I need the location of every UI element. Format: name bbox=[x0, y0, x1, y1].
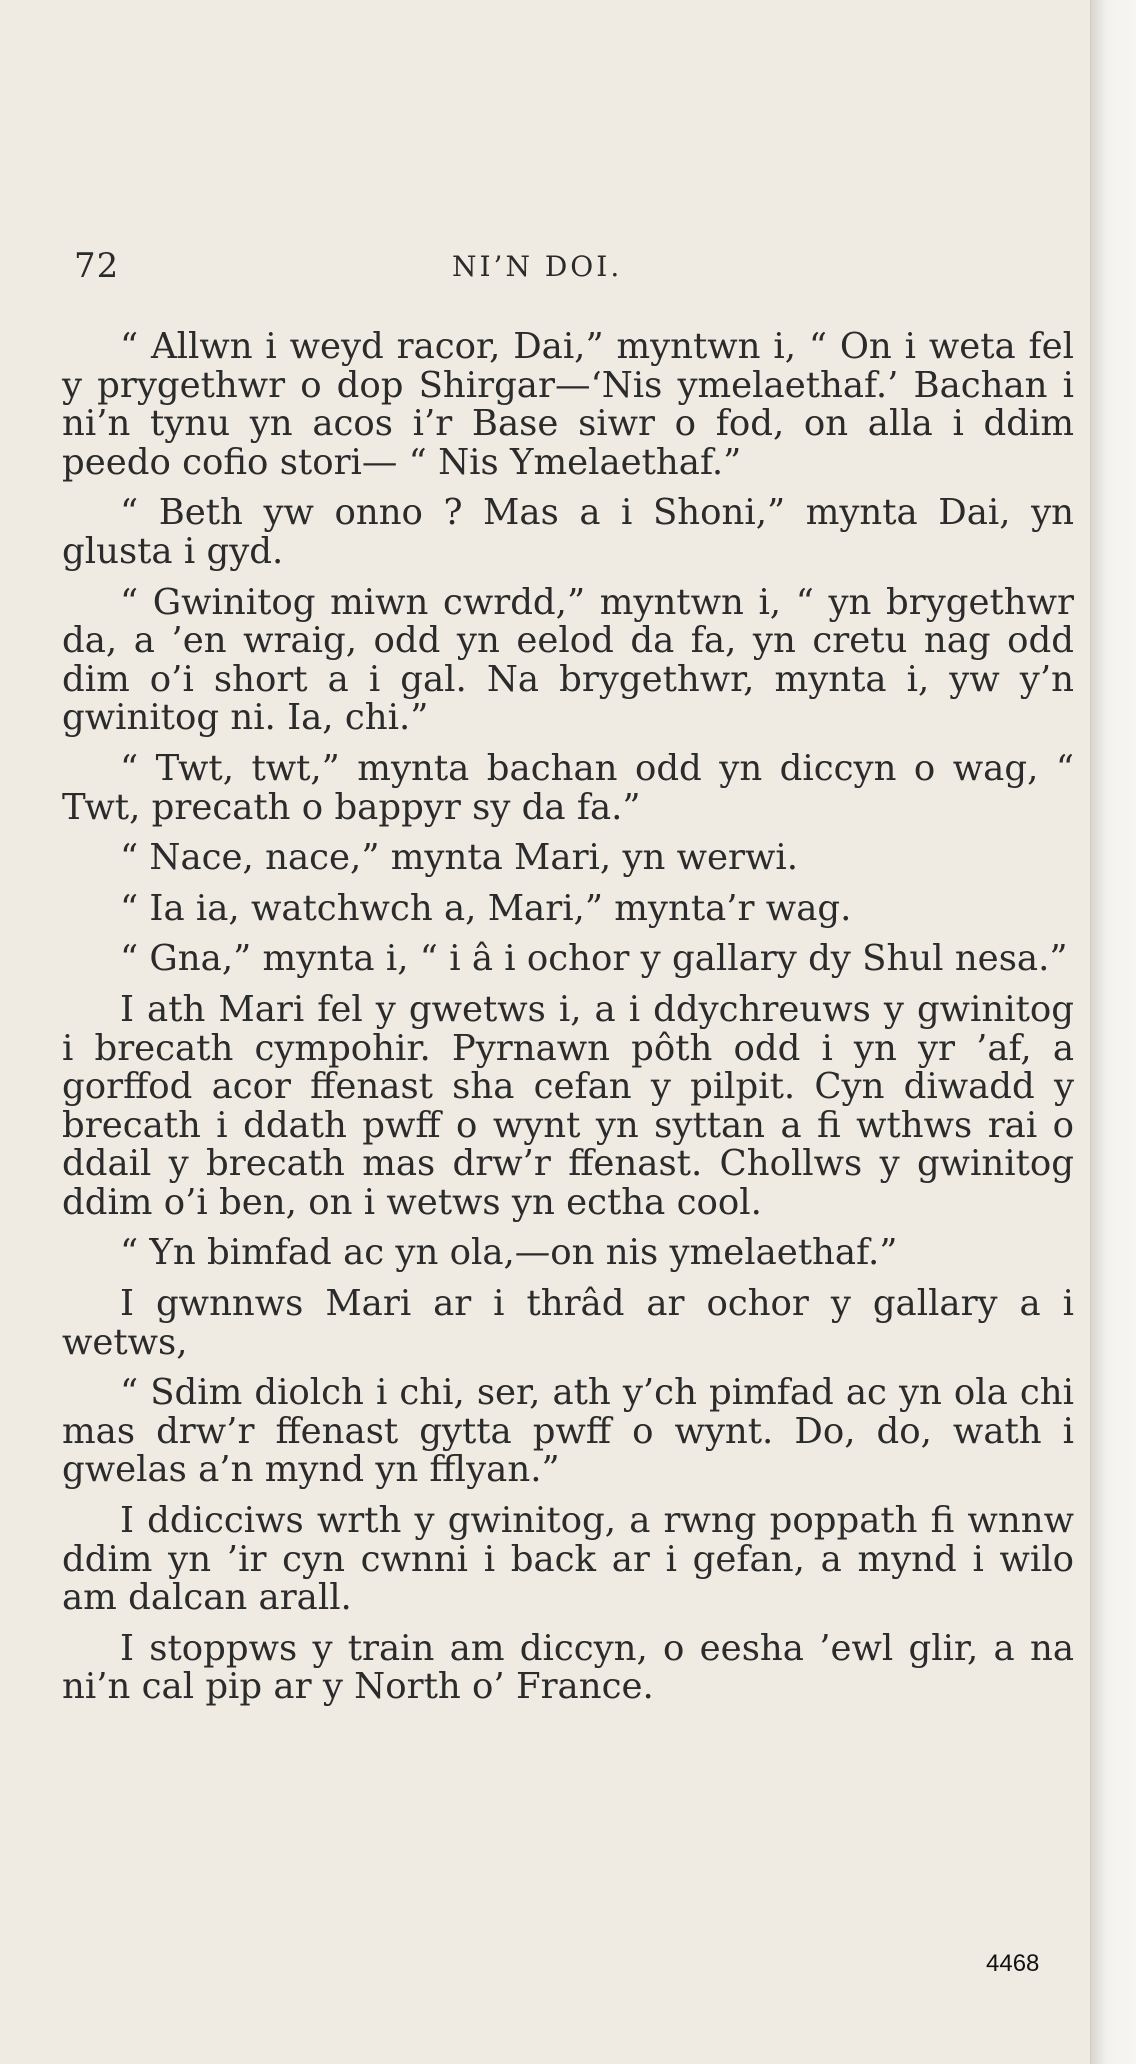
page-number: 72 bbox=[74, 246, 120, 286]
paragraph: “ Gna,” mynta i, “ i â i ochor y gallary dy Shul nesa.” bbox=[120, 938, 1068, 980]
paragraph: “ Sdim diolch i chi, ser, ath y’ch pimfad ac yn ola chi mas drw’r ffenast gytta pwff o wynt. Do, do, wath i gwelas a’n mynd yn fflyan.” bbox=[62, 1372, 1074, 1491]
page-edge bbox=[1090, 0, 1136, 2064]
paragraph: I gwnnws Mari ar i thrâd ar ochor y gallary a i wetws, bbox=[62, 1283, 1074, 1363]
running-title: NI’N DOI. bbox=[452, 250, 623, 283]
body-text bbox=[62, 328, 1074, 1719]
paragraph: “ Ia ia, watchwch a, Mari,” mynta’r wag. bbox=[120, 887, 852, 929]
paragraph: “ Gwinitog miwn cwrdd,” myntwn i, “ yn brygethwr da, a ’en wraig, odd yn eelod da fa, yn cretu nag odd dim o’i short a i gal. Na brygethwr, mynta i, yw y’n gwinitog ni. Ia, chi.” bbox=[62, 581, 1074, 739]
paragraph: I ddicciws wrth y gwinitog, a rwng poppath fi wnnw ddim yn ’ir cyn cwnni i back ar i gefan, a mynd i wilo am dalcan arall. bbox=[62, 1500, 1074, 1619]
archive-stamp-number: 4468 bbox=[986, 1950, 1040, 1977]
paragraph: I stoppws y train am diccyn, o eesha ’ewl glir, a na ni’n cal pip ar y North o’ France. bbox=[62, 1627, 1074, 1708]
paragraph: I ath Mari fel y gwetws i, a i ddychreuws y gwinitog i brecath cympohir. Pyrnawn pôth odd i yn yr ’af, a gorffod acor ffenast sha cefan y pilpit. Cyn diwadd y brecath i ddath pwff o wynt yn syttan a fi wthws rai o ddail y brecath mas drw’r ffenast. Chollws y gwinitog ddim o’i ben, on i wetws yn ectha cool. bbox=[62, 988, 1074, 1223]
paragraph: “ Twt, twt,” mynta bachan odd yn diccyn o wag, “ Twt, precath o bappyr sy da fa.” bbox=[62, 747, 1074, 828]
paragraph: “ Nace, nace,” mynta Mari, yn werwi. bbox=[120, 837, 799, 879]
paragraph: “ Allwn i weyd racor, Dai,” myntwn i, “ On i weta fel y prygethwr o dop Shirgar—‘Nis ymelaethaf.’ Bachan i ni’n tynu yn acos i’r Base siwr o fod, on alla i ddim peedo cofio stori— “ Nis Ymelaethaf.” bbox=[62, 326, 1074, 483]
running-head bbox=[74, 246, 1084, 286]
paragraph: “ Beth yw onno ? Mas a i Shoni,” mynta Dai, yn glusta i gyd. bbox=[62, 492, 1074, 572]
paragraph: “ Yn bimfad ac yn ola,—on nis ymelaethaf.” bbox=[120, 1232, 898, 1274]
